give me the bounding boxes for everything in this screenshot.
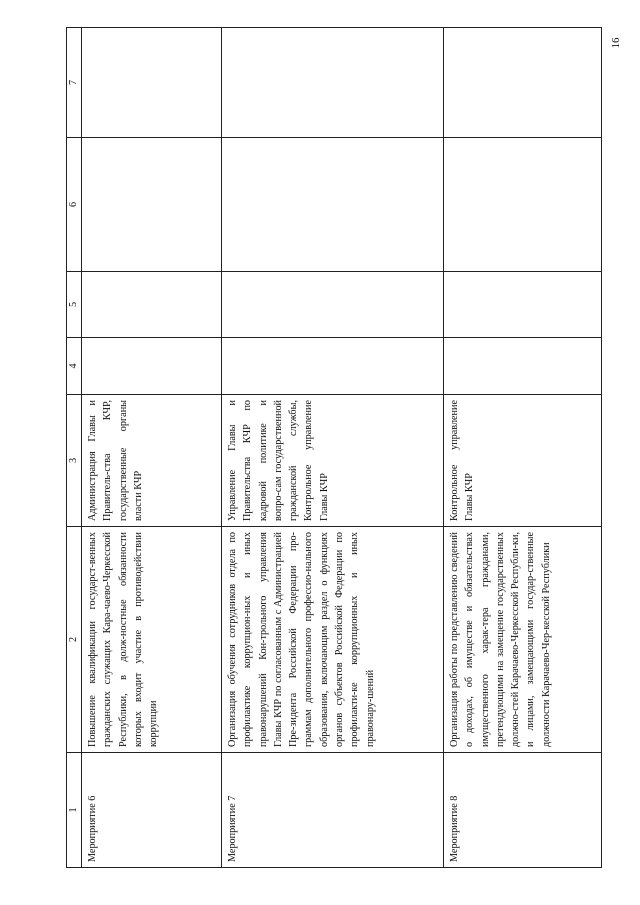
empty-cell	[82, 338, 222, 395]
measure-description: Организация работы по представлению сведений о доходах, об имуществе и обязательствах имущественного харак-тера гражданами, претендующими на замещение государственных должно-стей Карачаево-Черкесской Республи-ки, и лицами, замещающими государ-ственные должности Карачаево-Чер-кесской Республики	[444, 527, 602, 753]
measure-name: Мероприятие 7	[222, 753, 444, 868]
empty-cell	[444, 138, 602, 272]
measure-executor: Администрация Главы и Правитель-ства КЧР, государственные органы власти КЧР	[82, 395, 222, 527]
measure-name: Мероприятие 6	[82, 753, 222, 868]
column-number: 6	[67, 138, 82, 272]
empty-cell	[222, 338, 444, 395]
measures-table	[66, 27, 602, 868]
table-row	[222, 28, 444, 868]
empty-cell	[222, 138, 444, 272]
measure-name: Мероприятие 8	[444, 753, 602, 868]
empty-cell	[82, 138, 222, 272]
column-number-row	[67, 28, 82, 868]
column-number: 1	[67, 753, 82, 868]
empty-cell	[222, 272, 444, 338]
empty-cell	[444, 28, 602, 138]
column-number: 3	[67, 395, 82, 527]
column-number: 2	[67, 527, 82, 753]
column-number: 7	[67, 28, 82, 138]
table-row	[444, 28, 602, 868]
empty-cell	[444, 272, 602, 338]
measure-description: Организация обучения сотрудников отдела по профилактике коррупцион-ных и иных правонарушений Кон-трольного управления Главы КЧР по согласованным с Администрацией Пре-зидента Российской Федерации про-граммам дополнительного профессио-нального образования, включающим раздел о функциях органов субъектов Российской Федерации по профилакти-ке коррупционных и иных правонару-шений	[222, 527, 444, 753]
empty-cell	[222, 28, 444, 138]
column-number: 4	[67, 338, 82, 395]
measure-executor: Контрольное управление Главы КЧР	[444, 395, 602, 527]
empty-cell	[82, 28, 222, 138]
table-row	[82, 28, 222, 868]
rotated-table-container	[66, 28, 600, 868]
measure-executor: Управление Главы и Правительства КЧР по кадровой политике и вопро-сам государственной гражданской службы, Контрольное управление Главы КЧР	[222, 395, 444, 527]
empty-cell	[82, 272, 222, 338]
page-number: 16	[610, 37, 622, 49]
empty-cell	[444, 338, 602, 395]
column-number: 5	[67, 272, 82, 338]
measure-description: Повышение квалификации государст-венных гражданских служащих Кара-чаево-Черкесской Республики, в долж-ностные обязанности которых входит участие в противодействии коррупции	[82, 527, 222, 753]
